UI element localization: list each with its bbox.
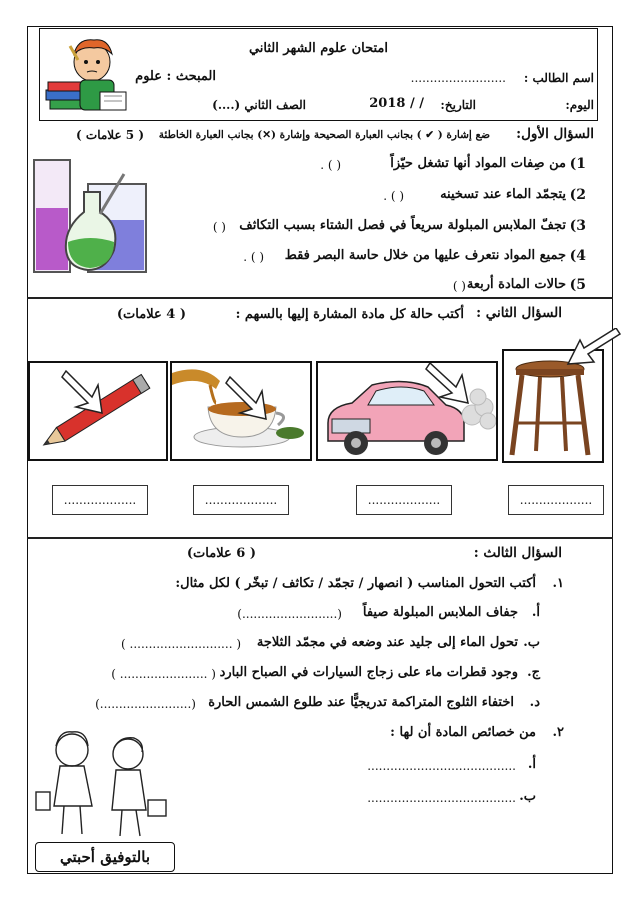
q1-item-num: 1): [569, 156, 586, 172]
answer-box-tea[interactable]: ...................: [193, 485, 289, 515]
answer-box-pencil[interactable]: ...................: [52, 485, 148, 515]
q2-title: السؤال الثاني :: [476, 305, 562, 321]
q3-marks: ( 6 علامات): [186, 546, 256, 561]
q1-item-num: 2): [569, 187, 586, 203]
q1-item-blank[interactable]: ( ) .: [320, 158, 341, 172]
pencil-image: [28, 361, 168, 461]
q3-item-text: وجود قطرات ماء على زجاج السيارات في الصباح البارد: [219, 665, 518, 680]
q1-item-blank[interactable]: ( ): [212, 220, 226, 234]
q3-item-blank[interactable]: (.........................): [237, 607, 342, 621]
student-thinking-image: [42, 32, 132, 116]
day-label: اليوم:: [565, 98, 594, 112]
q3-part2-field[interactable]: .......................................: [367, 791, 516, 805]
good-luck-box: بالتوفيق أحبتي: [35, 842, 175, 872]
q1-item-text: من صِفات المواد أنها تشغل حيّزاً: [390, 156, 566, 171]
q1-instruction: ضع إشارة ( ✔ ) بجانب العبارة الصحيحة وإشارة (✕) بجانب العبارة الخاطئة: [158, 129, 490, 141]
lab-beakers-image: [28, 154, 154, 280]
q3-item-letter: ب.: [523, 635, 540, 650]
tea-cup-image: [170, 361, 312, 461]
q3-item-letter: د.: [529, 695, 540, 710]
q3-item-letter: ج.: [527, 665, 540, 680]
q1-item-blank[interactable]: ( ) .: [243, 250, 264, 264]
q3-item-blank[interactable]: (........................): [95, 697, 196, 711]
q1-title: السؤال الأول:: [516, 126, 594, 142]
date-value: / / 2018: [369, 96, 424, 111]
answer-box-stool[interactable]: ...................: [508, 485, 604, 515]
q1-item-num: 5): [569, 277, 586, 293]
q3-item-text: تحول الماء إلى جليد عند وضعه في مجمّد الثلاجة: [256, 635, 518, 650]
q1-item-blank[interactable]: ( ): [452, 279, 466, 293]
q3-part2-letter: أ.: [527, 757, 536, 772]
q3-part2-text: من خصائص المادة أن لها :: [390, 725, 536, 740]
answer-box-car[interactable]: ...................: [356, 485, 452, 515]
q3-item-text: اختفاء الثلوج المتراكمة تدريجيًّا عند طلوع الشمس الحارة: [208, 695, 514, 710]
q1-item-num: 3): [569, 218, 586, 234]
q3-part2-field[interactable]: .......................................: [367, 759, 516, 773]
student-name-label: اسم الطالب :: [523, 71, 594, 85]
q1-item-text: تجفّ الملابس المبلولة سريعاً في فصل الشتاء بسبب التكاثف: [239, 218, 566, 233]
exam-title: امتحان علوم الشهر الثاني: [248, 41, 388, 56]
q3-item-blank[interactable]: ( ........................... ): [121, 637, 241, 651]
q3-part1-num: ١.: [552, 576, 564, 591]
q3-item-blank[interactable]: ( ....................... ): [111, 667, 216, 681]
section-divider: [27, 537, 613, 539]
q3-part2-letter: ب.: [519, 789, 536, 804]
q2-marks: ( 4 علامات): [116, 307, 186, 322]
q3-item-letter: أ.: [531, 605, 540, 620]
q1-item-blank[interactable]: ( ) .: [383, 189, 404, 203]
q1-marks: ( 5 علامات ): [76, 128, 144, 142]
subject-label: المبحث : علوم: [135, 69, 216, 84]
q3-title: السؤال الثالث :: [473, 545, 562, 561]
pointer-arrow-icon: [566, 328, 622, 372]
q3-part1-text: أكتب التحول المناسب ( انصهار / تجمّد / تكاثف / تبخّر ) لكل مثال:: [175, 576, 536, 591]
q1-item-num: 4): [569, 248, 586, 264]
car-exhaust-image: [316, 361, 498, 461]
q3-item-text: جفاف الملابس المبلولة صيفاً: [362, 605, 518, 620]
q3-part2-num: ٢.: [552, 725, 564, 740]
q2-instruction: أكتب حالة كل مادة المشارة إليها بالسهم :: [235, 307, 464, 322]
section-divider: [27, 297, 613, 299]
grade-label: الصف الثاني (....): [212, 98, 306, 112]
q1-item-text: حالات المادة أربعة: [466, 277, 566, 292]
date-label: التاريخ:: [440, 98, 476, 112]
q1-item-text: جميع المواد نتعرف عليها من خلال حاسة البصر فقط: [284, 248, 566, 263]
q1-item-text: يتجمّد الماء عند تسخينه: [440, 187, 566, 202]
kids-drawing-image: [30, 726, 170, 844]
student-name-field[interactable]: .........................: [410, 71, 506, 85]
